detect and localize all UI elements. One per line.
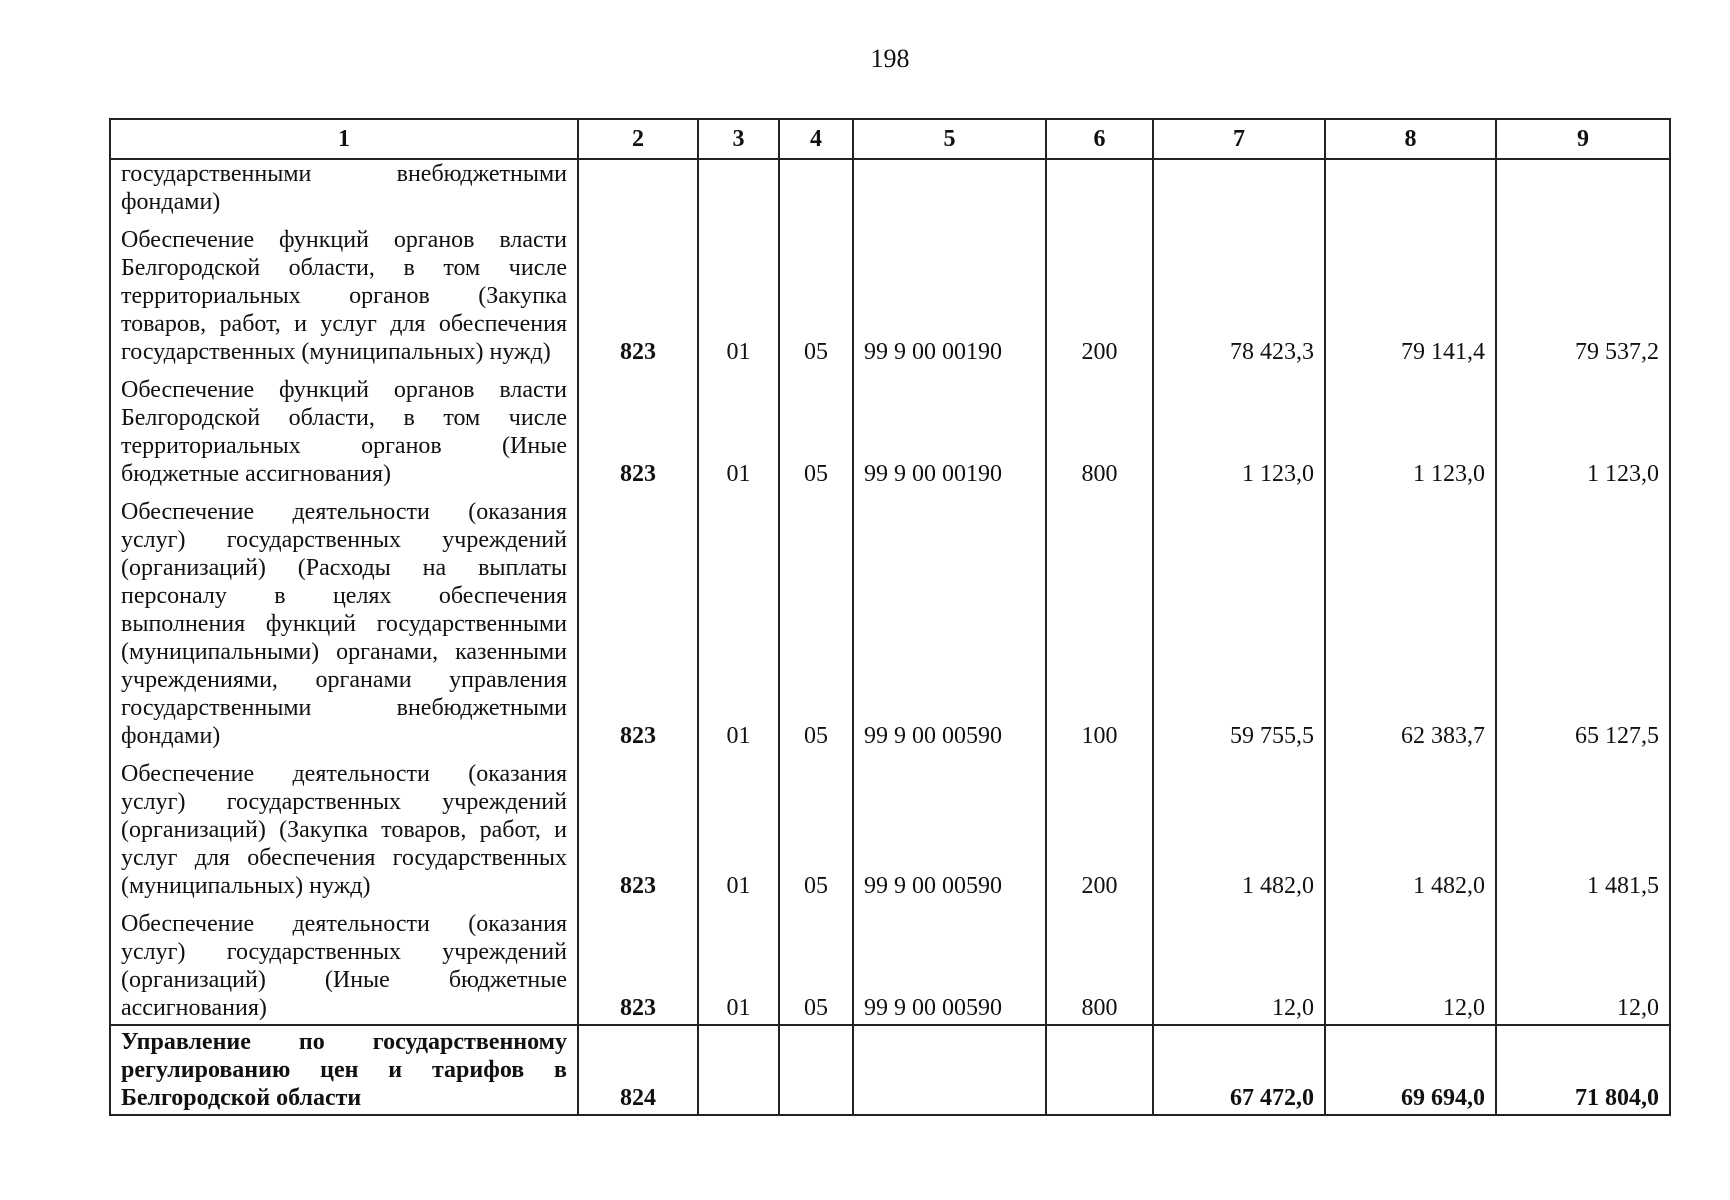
row-col-7 xyxy=(1153,159,1325,218)
header-row xyxy=(110,119,1670,159)
row-col-5 xyxy=(853,159,1046,218)
row-col-9 xyxy=(1496,159,1670,218)
header-col-3: 3 xyxy=(698,119,779,159)
row-col-6: 800 xyxy=(1046,368,1153,490)
row-col-3: 01 xyxy=(698,218,779,368)
row-col-3 xyxy=(698,159,779,218)
row-col-8: 62 383,7 xyxy=(1325,490,1496,752)
row-col-8: 1 482,0 xyxy=(1325,752,1496,902)
table-row xyxy=(110,368,1670,490)
total-col-2: 824 xyxy=(578,1025,698,1115)
total-name: Управление по государственному регулированию цен и тарифов в Белгородской области xyxy=(110,1025,578,1115)
row-col-2: 823 xyxy=(578,218,698,368)
row-col-6: 200 xyxy=(1046,218,1153,368)
table-row xyxy=(110,752,1670,902)
row-col-4: 05 xyxy=(779,752,853,902)
total-col-5 xyxy=(853,1025,1046,1115)
table-row xyxy=(110,490,1670,752)
row-name: Обеспечение деятельности (оказания услуг) государственных учреждений (организаций) (Расходы на выплаты персоналу в целях обеспечения выполнения функций государственными (муниципальными) органами, казенными учреждениями, органами управления государственными внебюджетными фондами) xyxy=(110,490,578,752)
row-col-3: 01 xyxy=(698,490,779,752)
row-col-4: 05 xyxy=(779,490,853,752)
row-col-4: 05 xyxy=(779,218,853,368)
row-col-8 xyxy=(1325,159,1496,218)
row-col-4: 05 xyxy=(779,368,853,490)
table-row xyxy=(110,902,1670,1025)
total-row xyxy=(110,1025,1670,1115)
total-col-7: 67 472,0 xyxy=(1153,1025,1325,1115)
page-number: 198 xyxy=(870,44,910,73)
row-col-9: 79 537,2 xyxy=(1496,218,1670,368)
row-col-2: 823 xyxy=(578,490,698,752)
row-col-7: 78 423,3 xyxy=(1153,218,1325,368)
header-col-2: 2 xyxy=(578,119,698,159)
row-col-6: 100 xyxy=(1046,490,1153,752)
row-col-8: 1 123,0 xyxy=(1325,368,1496,490)
row-col-9: 1 123,0 xyxy=(1496,368,1670,490)
row-col-3: 01 xyxy=(698,368,779,490)
row-col-7: 1 123,0 xyxy=(1153,368,1325,490)
row-name: Обеспечение деятельности (оказания услуг) государственных учреждений (организаций) (Иные бюджетные ассигнования) xyxy=(110,902,578,1025)
table-row xyxy=(110,218,1670,368)
row-col-5: 99 9 00 00590 xyxy=(853,490,1046,752)
row-col-5: 99 9 00 00190 xyxy=(853,218,1046,368)
row-col-5: 99 9 00 00590 xyxy=(853,902,1046,1025)
row-col-2: 823 xyxy=(578,752,698,902)
header-col-9: 9 xyxy=(1496,119,1670,159)
row-col-9: 1 481,5 xyxy=(1496,752,1670,902)
row-col-7: 59 755,5 xyxy=(1153,490,1325,752)
row-col-9: 65 127,5 xyxy=(1496,490,1670,752)
header-col-7: 7 xyxy=(1153,119,1325,159)
row-col-8: 79 141,4 xyxy=(1325,218,1496,368)
budget-table xyxy=(109,118,1671,1116)
row-col-3: 01 xyxy=(698,752,779,902)
header-col-5: 5 xyxy=(853,119,1046,159)
total-col-9: 71 804,0 xyxy=(1496,1025,1670,1115)
row-col-5: 99 9 00 00590 xyxy=(853,752,1046,902)
row-col-6: 800 xyxy=(1046,902,1153,1025)
header-col-8: 8 xyxy=(1325,119,1496,159)
row-col-8: 12,0 xyxy=(1325,902,1496,1025)
header-col-6: 6 xyxy=(1046,119,1153,159)
row-col-6: 200 xyxy=(1046,752,1153,902)
row-col-9: 12,0 xyxy=(1496,902,1670,1025)
total-col-8: 69 694,0 xyxy=(1325,1025,1496,1115)
row-col-4 xyxy=(779,159,853,218)
row-name: государственными внебюджетными фондами) xyxy=(110,159,578,218)
row-col-3: 01 xyxy=(698,902,779,1025)
row-col-7: 1 482,0 xyxy=(1153,752,1325,902)
total-col-4 xyxy=(779,1025,853,1115)
row-col-7: 12,0 xyxy=(1153,902,1325,1025)
row-col-6 xyxy=(1046,159,1153,218)
row-col-5: 99 9 00 00190 xyxy=(853,368,1046,490)
total-col-3 xyxy=(698,1025,779,1115)
row-name: Обеспечение функций органов власти Белгородской области, в том числе территориальных органов (Иные бюджетные ассигнования) xyxy=(110,368,578,490)
row-col-2: 823 xyxy=(578,368,698,490)
row-col-2 xyxy=(578,159,698,218)
row-name: Обеспечение функций органов власти Белгородской области, в том числе территориальных органов (Закупка товаров, работ, и услуг для обеспечения государственных (муниципальных) нужд) xyxy=(110,218,578,368)
total-col-6 xyxy=(1046,1025,1153,1115)
table-row xyxy=(110,159,1670,218)
row-col-4: 05 xyxy=(779,902,853,1025)
row-name: Обеспечение деятельности (оказания услуг) государственных учреждений (организаций) (Закупка товаров, работ, и услуг для обеспечения государственных (муниципальных) нужд) xyxy=(110,752,578,902)
header-col-4: 4 xyxy=(779,119,853,159)
row-col-2: 823 xyxy=(578,902,698,1025)
header-col-1: 1 xyxy=(110,119,578,159)
